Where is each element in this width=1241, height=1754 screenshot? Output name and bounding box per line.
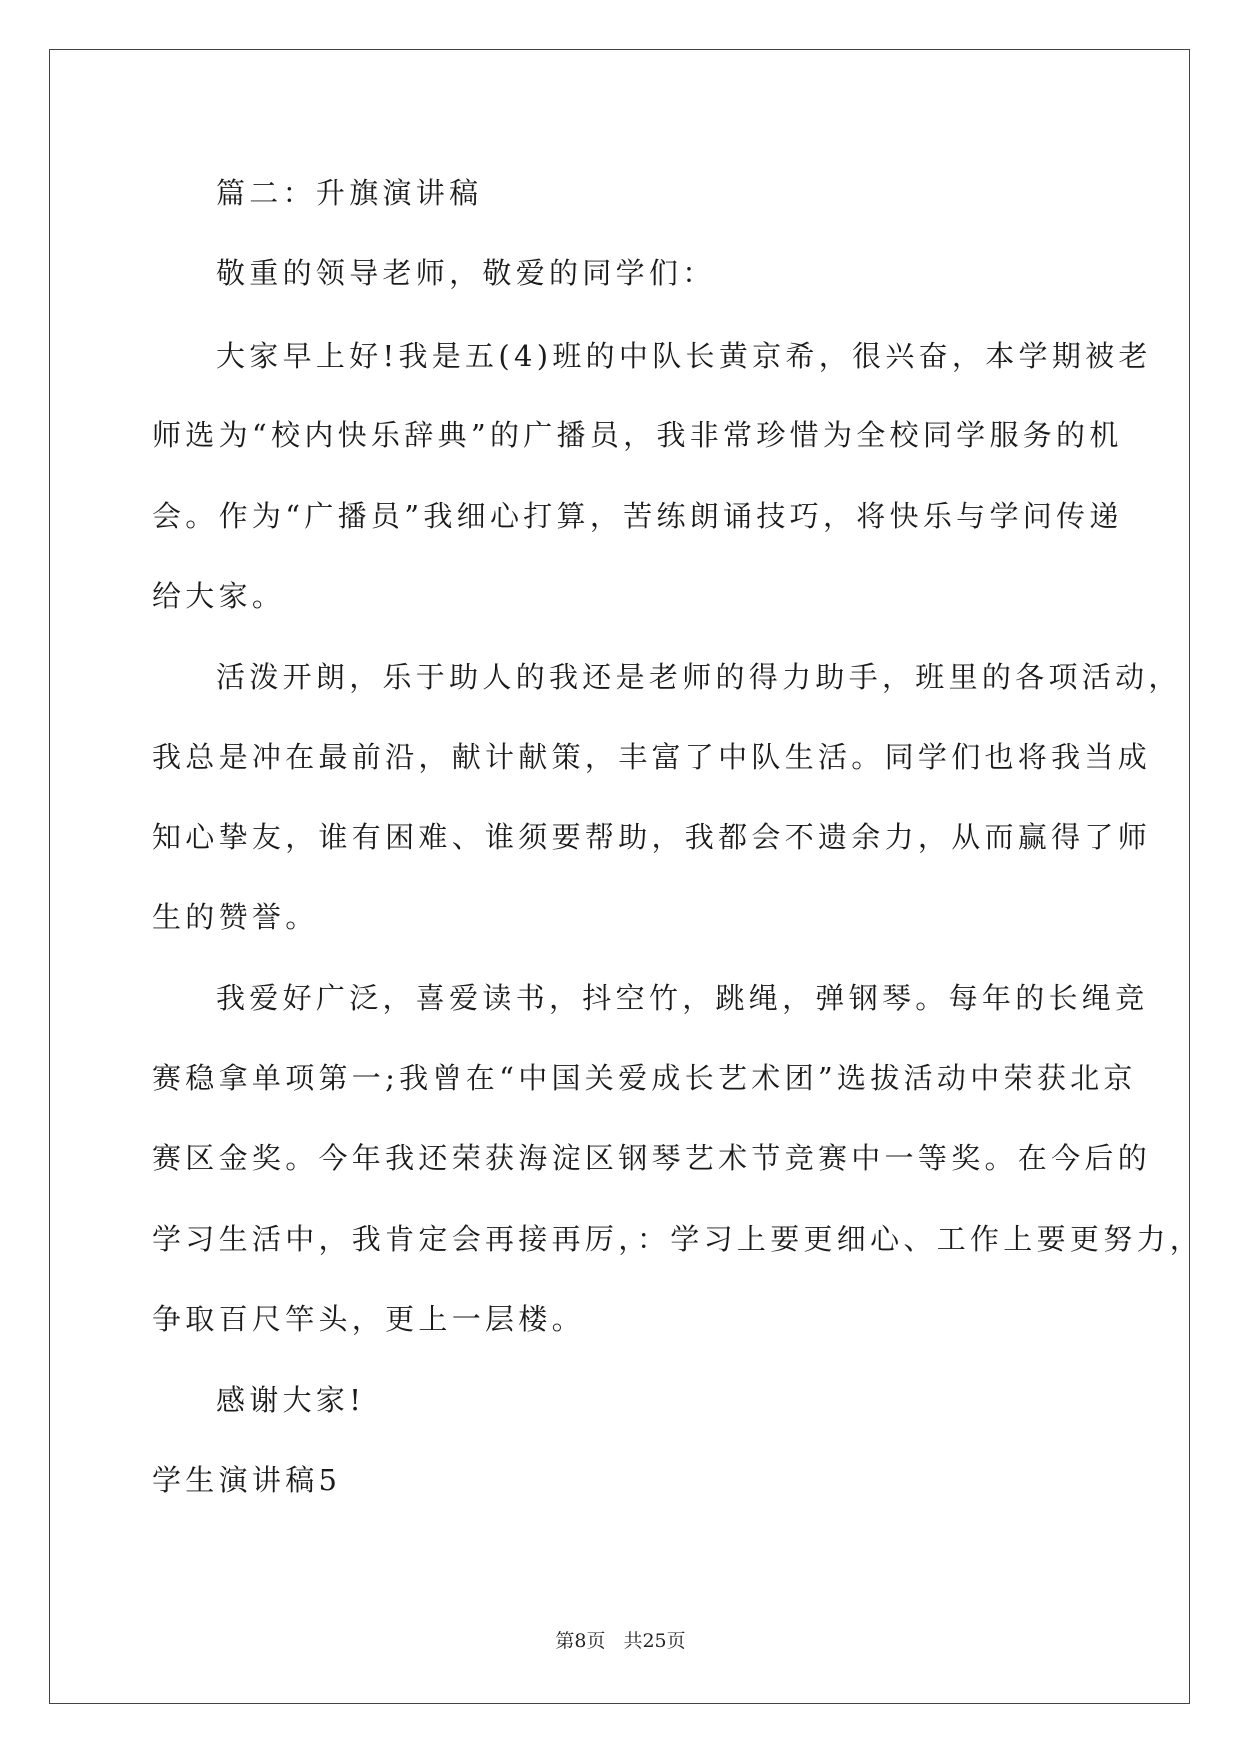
salutation: 敬重的领导老师，敬爱的同学们： [216,256,716,290]
paragraph-line: 给大家。 [152,579,286,613]
paragraph-line: 生的赞誉。 [152,900,319,934]
section-heading: 篇二：升旗演讲稿 [216,176,483,210]
closing-line: 感谢大家! [216,1383,366,1417]
paragraph-line: 我爱好广泛，喜爱读书，抖空竹，跳绳，弹钢琴。每年的长绳竞 [216,981,1149,1015]
page-border [49,49,1190,1704]
page-total: 共25页 [623,1630,686,1652]
paragraph-line: 学习生活中，我肯定会再接再厉，：学习上要更细心、工作上要更努力， [152,1222,1204,1256]
paragraph-line: 争取百尺竿头，更上一层楼。 [152,1302,585,1336]
paragraph-line: 我总是冲在最前沿，献计献策，丰富了中队生活。同学们也将我当成 [152,740,1152,774]
paragraph-line: 会。作为“广播员”我细心打算，苦练朗诵技巧，将快乐与学问传递 [152,499,1123,533]
page-footer [0,1626,1241,1653]
paragraph-line: 师选为“校内快乐辞典”的广播员，我非常珍惜为全校同学服务的机 [152,418,1123,452]
paragraph-line: 赛区金奖。今年我还荣获海淀区钢琴艺术节竞赛中一等奖。在今后的 [152,1141,1152,1175]
paragraph-line: 知心挚友，谁有困难、谁须要帮助，我都会不遗余力，从而赢得了师 [152,820,1152,854]
paragraph-line: 活泼开朗，乐于助人的我还是老师的得力助手，班里的各项活动， [216,660,1182,694]
page-number: 第8页 [555,1630,606,1652]
next-section-heading: 学生演讲稿5 [152,1463,342,1497]
paragraph-line: 赛稳拿单项第一;我曾在“中国关爱成长艺术团”选拔活动中荣获北京 [152,1061,1137,1095]
paragraph-line: 大家早上好!我是五(4)班的中队长黄京希，很兴奋，本学期被老 [216,339,1152,373]
